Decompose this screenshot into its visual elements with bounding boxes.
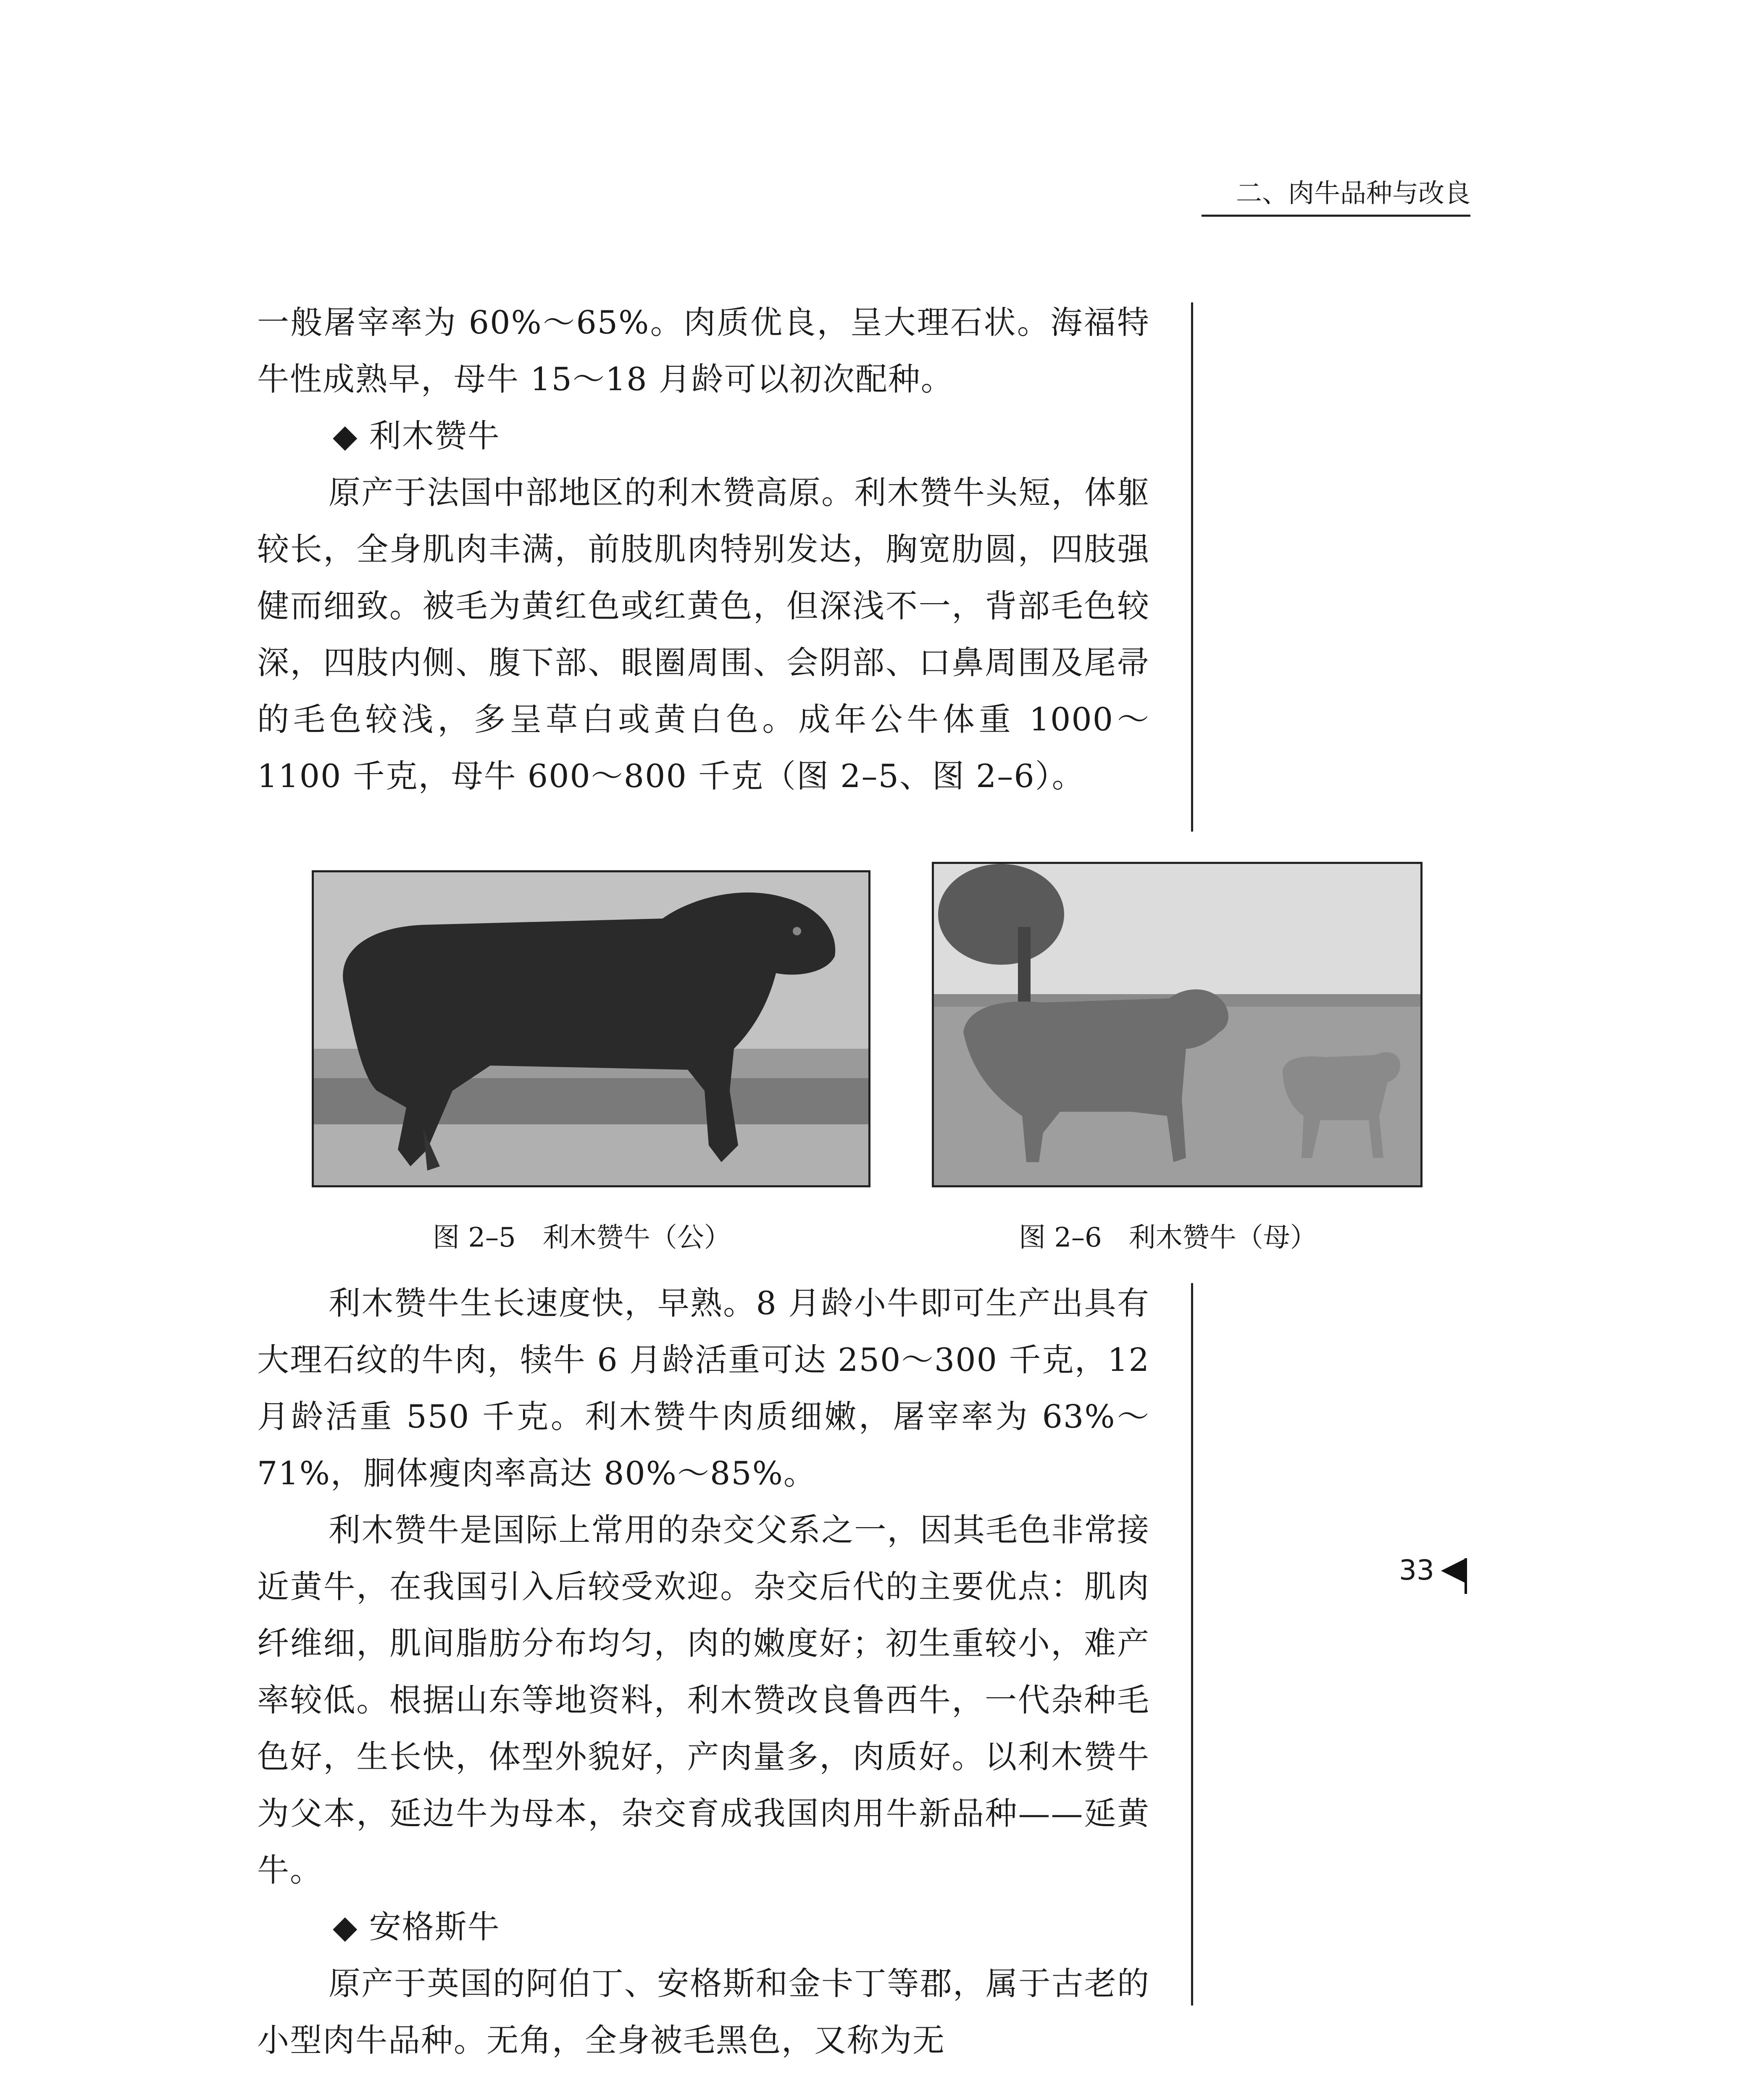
page-number: 33: [1399, 1554, 1434, 1586]
figure-caption-2-6: 图 2–6 利木赞牛（母）: [1019, 1222, 1317, 1253]
section-heading-limousin: ◆ 利木赞牛: [333, 417, 500, 454]
paragraph: 一般屠宰率为 60%～65%。肉质优良，呈大理石状。海福特牛性成熟早，母牛 15～18 月龄可以初次配种。: [257, 304, 1150, 398]
column-rule-top: [1191, 302, 1193, 832]
text-block-top: [257, 294, 1150, 804]
bull-photo-image: [314, 872, 868, 1185]
running-header: 二、肉牛品种与改良: [1202, 172, 1470, 217]
figure-caption-2-5: 图 2–5 利木赞牛（公）: [433, 1222, 731, 1253]
figure-limousin-cow: [932, 862, 1423, 1187]
paragraph: 原产于英国的阿伯丁、安格斯和金卡丁等郡，属于古老的小型肉牛品种。无角，全身被毛黑色，又称为无: [257, 1965, 1150, 2059]
paragraph: 利木赞牛是国际上常用的杂交父系之一，因其毛色非常接近黄牛，在我国引入后较受欢迎。杂交后代的主要优点：肌肉纤维细，肌间脂肪分布均匀，肉的嫩度好；初生重较小，难产率较低。根据山东等地资料，利木赞改良鲁西牛，一代杂种毛色好，生长快，体型外貌好，产肉量多，肉质好。以利木赞牛为父本，延边牛为母本，杂交育成我国肉用牛新品种——延黄牛。: [257, 1511, 1150, 1889]
paragraph: 原产于法国中部地区的利木赞高原。利木赞牛头短，体躯较长，全身肌肉丰满，前肢肌肉特别发达，胸宽肋圆，四肢强健而细致。被毛为黄红色或红黄色，但深浅不一，背部毛色较深，四肢内侧、腹下部、眼圈周围、会阴部、口鼻周围及尾帚的毛色较浅，多呈草白或黄白色。成年公牛体重 1000～1100 千克，母牛 600～800 千克（图 2–5、图 2–6）。: [257, 474, 1150, 795]
text-block-bottom: [257, 1275, 1150, 2068]
section-heading-angus: ◆ 安格斯牛: [333, 1908, 500, 1945]
cow-photo-image: [934, 864, 1420, 1185]
page-marker-icon: [1437, 1554, 1470, 1596]
paragraph: 利木赞牛生长速度快，早熟。8 月龄小牛即可生产出具有大理石纹的牛肉，犊牛 6 月龄活重可达 250～300 千克，12 月龄活重 550 千克。利木赞牛肉质细嫩，屠宰率为 63%～71%，胴体瘦肉率高达 80%～85%。: [257, 1284, 1150, 1492]
column-rule-bottom: [1191, 1283, 1193, 2006]
figure-limousin-bull: [312, 870, 870, 1187]
